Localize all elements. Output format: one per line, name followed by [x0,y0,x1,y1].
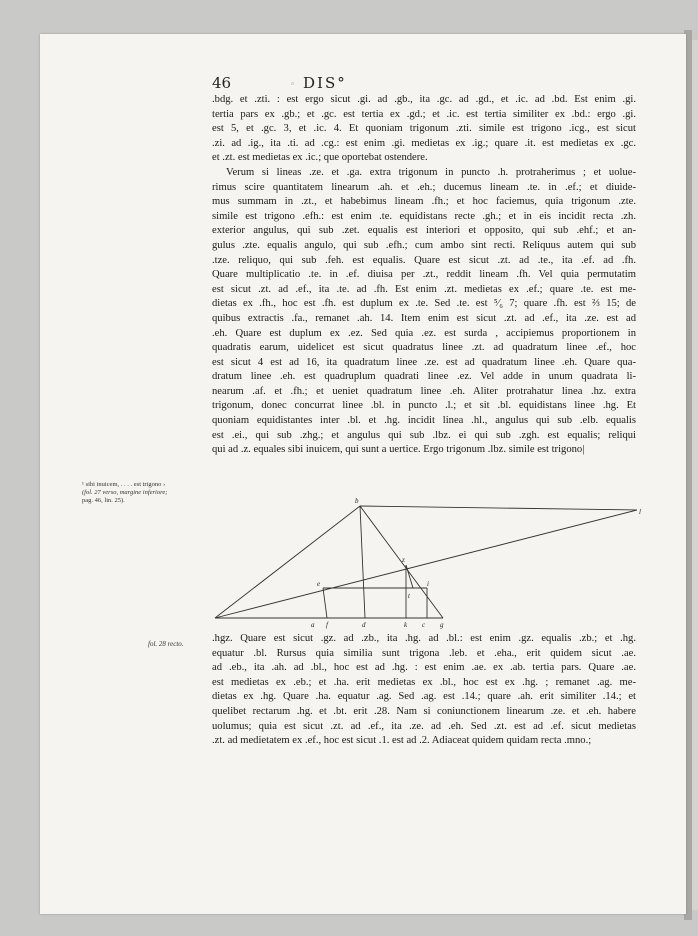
text-line: et .zt. est medietas ex .ic.; que oportebat ostendere. [212,152,428,164]
margin-note [82,481,210,505]
text-line: simile est trigono .efh.: est enim .te. equidistans recte .gh.; et in eis incidit recta .zh. [212,210,636,222]
text-line: mus summam in .zt., et habebimus lineam .fh.; et hoc faciemus, quia trigonum .zte. [212,196,636,208]
label-k: k [404,621,408,629]
line-ab [215,506,360,618]
text-line: est .ei., qui sub .zhg.; et angulus qui sub .lbz. ei qui sub .zgh. est equalis; reliqui [212,429,636,441]
text-line: rimus scire quantitatem linearum .ah. et .eh.; ducemus lineam .te. in .ef.; et diuide- [212,181,636,193]
text-line: quibus extractis .fa., remanet .ah. 14. Item enim est sicut .zt. ad .ef., ita .ze. est ad [212,312,636,324]
label-e: e [317,580,321,588]
page-number: 46 [212,74,232,92]
text-line: equatur .bl. Rursus quia similia sunt trigona .leb. et .eha., erit quidem sicut .ae. [212,647,636,659]
text-line: exterior angulus, qui sub .zet. equalis est interiori et opposito, qui sub .ehf.; et an- [212,225,636,237]
main-text-top [212,93,636,458]
header-ornament-icon: ◦ [290,80,296,90]
line-hl [215,510,637,618]
text-line: .eh. Quare est duplum ex .ez. Sed quia .ez. est surda , accipiemus proportionem in [212,327,636,339]
label-t: t [408,592,410,600]
margin-note-line: (fol. 27 verso, margine inferiore; [82,489,168,496]
text-line: tertia pars ex .gb.; et .gc. est tertia ex .gd.; et .ic. est tertia similiter ex .bd.: ergo .gi. [212,108,636,120]
text-line: est sicut 4 est ad 16, ita quadratum linee .ze. est ad quadratum linee .eh. Quare qua- [212,356,636,368]
margin-note-line: pag. 46, lin. 25). [82,497,125,504]
text-line: trigonum, donec concurrat linee .bl. in puncto .l.; et sit .bl. equidistans linee .hg. Et [212,400,636,412]
text-line: quoniam equidistantes inter .bl. et .hg. incidit linea .hl., angulus qui sub .elb. equalis [212,415,636,427]
text-line: Quare multiplicatio .te. in .ef. diuisa per .zt., reddit lineam .fh. Vel quia permutatim [212,269,636,281]
text-line: est medietas ex .eb.; et .ha. erit medietas ex .bl., hoc est ex .hg. ; remanet .ag. me- [212,676,636,688]
text-line: quelibet rectarum .hg. et .bt. erit .28. Nam si coniunctionem linearum .ze. et .eh. habere [212,705,636,717]
label-l: l [639,508,641,516]
main-text-bottom [212,632,636,749]
label-b: b [355,497,359,505]
text-line: .zi. ad .ig., ita .ti. ad .cg.: est enim .gi. medietas ex .ig.; quare .it. est medietas ex .gc. [212,137,636,149]
line-bd [360,506,365,618]
label-z: z [402,556,405,564]
text-line: .tze. reliquo, qui sub .feh. est equalis. Quare est sicut .zt. ad .te., ita .ef. ad .fh. [212,254,636,266]
book-edge-inner [692,40,698,910]
label-a: a [311,621,315,629]
text-line: dratum linee .eh. est quadruplum quadrati linee .ez. Vel adde in unum quadrata li- [212,371,636,383]
line-ef [323,588,327,618]
label-c: c [422,621,426,629]
label-i: i [427,580,429,588]
margin-note-line: ¹ sibi inuicem, . . . . est trigono › [82,481,166,488]
line-bl [360,506,637,510]
text-line: quadratis earum, uidelicet est sicut quadratus linee .zt. ad quadratum linee .ef., hoc [212,342,636,354]
text-line: ad .eb., ita .ah. ad .bl., hoc est ad .hg. : est enim .ae. ex .ab. tertia pars. Quare .ae. [212,662,636,674]
text-line: .zt. ad medietatem ex .ef., hoc est sicut .1. est ad .2. Adiaceat quidem quidam recta .mno.; [212,735,592,747]
text-line: .hgz. Quare est sicut .gz. ad .zb., ita .hg. ad .bl.: est enim .gz. equalis .zb.; et .hg. [212,633,636,644]
geometric-figure [205,496,645,630]
label-f: f [326,621,328,629]
text-line: uolumus; quia est sicut .zt. ad .ef., ita .ze. ad .eh. Sed .zt. est ad .ef. sicut medietas [212,720,636,732]
text-line: est sicut .zt. ad .ef., ita .te. ad .fh. Est enim .zt. medietas ex .ef.; quare .te. est me- [212,283,636,295]
running-title: DIS° [303,74,347,92]
text-line: est 5, et .gc. 3, et .ic. 4. Et quoniam trigonum .zti. simile est trigono .icg., est sicut [212,123,636,135]
text-line: .bdg. et .zti. : est ergo sicut .gi. ad .gb., ita .gc. ad .gd., et .ic. ad .bd. Est enim .gi. [212,94,636,105]
text-line: gulus .zte. equalis angulo, qui sub .efh.; cum ambo sint recti. Reliquus autem qui sub [212,239,636,251]
text-line: Verum si lineas .ze. et .ga. extra trigonum in puncto .h. protraherimus ; et uolue- [226,166,636,178]
text-line: qui ad .z. equales sibi inuicem, qui sunt a uertice. Ergo trigonum .lbz. simile est trigono| [212,444,585,456]
text-line: nearum .af. et .fh.; et ueniet quadratum linee .eh. Aliter protrahatur linea .hz. extra [212,385,636,397]
label-g: g [440,621,444,629]
folio-note: fol. 28 recto. [148,640,184,648]
label-d: d [362,621,366,629]
text-line: dietas ex .fh., hoc est .fh. est duplum ex .te. Sed .te. est ⁵⁄₆ 7; quare .fh. est ⅔ 15; de [212,298,636,310]
text-line: dietas ex .hg. Quare .ha. equatur .ag. Sed .ag. est .14.; quare .ah. erit similiter .14.; et [212,691,636,703]
